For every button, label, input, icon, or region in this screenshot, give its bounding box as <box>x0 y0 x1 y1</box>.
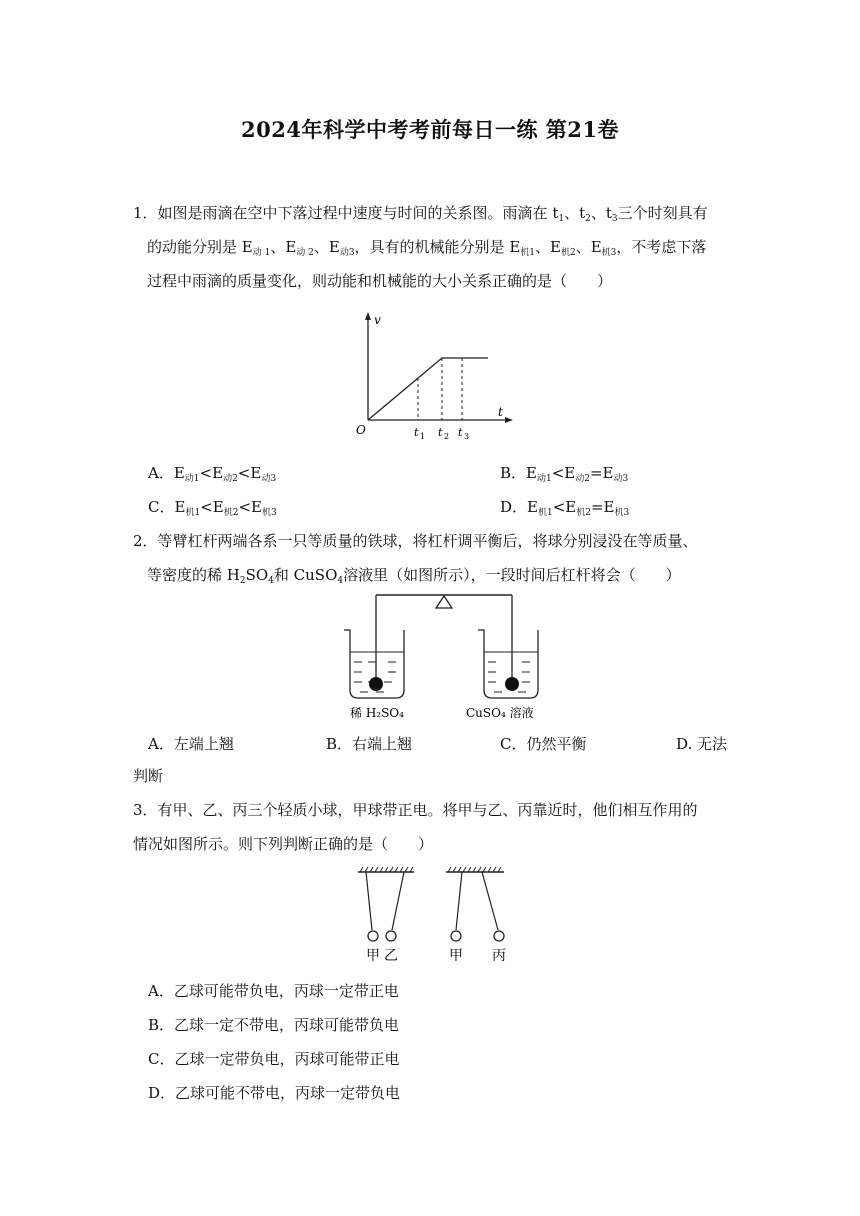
q3-line1: 3．有甲、乙、丙三个轻质小球，甲球带正电。将甲与乙、丙靠近时，他们相互作用的 <box>133 801 698 819</box>
velocity-time-graph <box>350 308 520 444</box>
origin-label: O <box>356 423 366 437</box>
lever-beakers-diagram <box>338 590 560 722</box>
right-beaker-label: CuSO₄ 溶液 <box>466 706 534 720</box>
svg-text:1: 1 <box>420 432 426 441</box>
svg-text:t: t <box>458 426 463 439</box>
svg-text:t: t <box>438 426 443 439</box>
ball-label-bing: 丙 <box>492 948 506 964</box>
charged-balls-diagram <box>354 866 514 966</box>
q1-line3: 过程中雨滴的质量变化，则动能和机械能的大小关系正确的是（ ） <box>147 272 613 290</box>
q2-option-d-wrap: 判断 <box>133 767 164 785</box>
q1-option-d[interactable]: D．$E_{机1}<E_{机2}=E_{机3}$ <box>500 498 630 518</box>
q2-line2: 等密度的稀 $H_2SO_4$和 CuSO$_4$溶液里（如图所示），一段时间后杠杆将会（ ） <box>147 566 681 586</box>
page-title: 2024年科学中考考前每日一练 第21卷 <box>241 117 619 142</box>
q1-line2: 的动能分别是 $E_{动 1}$、$E_{动 2}$、$E_{动3}$，具有的机械能分别是 $E_{机1}$、$E_{机2}$、$E_{机3}$，不考虑下落 <box>147 238 707 258</box>
q3-option-a[interactable]: A．乙球可能带负电，丙球一定带正电 <box>148 982 399 1000</box>
fulcrum-icon <box>436 596 452 608</box>
q3-option-c[interactable]: C．乙球一定带负电，丙球可能带正电 <box>148 1050 400 1068</box>
q3-option-d[interactable]: D．乙球可能不带电，丙球一定带负电 <box>148 1084 401 1102</box>
ball-label-jia-2: 甲 <box>449 948 463 964</box>
ball-label-jia-1: 甲 <box>366 948 380 964</box>
q1-line1: 1．如图是雨滴在空中下落过程中速度与时间的关系图。雨滴在 $t_1$、$t_2$、$t_3$三个时刻具有 <box>133 204 708 224</box>
left-beaker-label: 稀 H₂SO₄ <box>350 706 404 720</box>
left-iron-ball <box>369 677 383 691</box>
svg-text:t: t <box>414 426 419 439</box>
q3-line2: 情况如图所示。则下列判断正确的是（ ） <box>133 835 434 853</box>
v-axis-label: v <box>374 313 381 327</box>
right-iron-ball <box>505 677 519 691</box>
q2-option-c[interactable]: C．仍然平衡 <box>500 735 587 753</box>
svg-text:2: 2 <box>444 432 450 441</box>
q2-option-b[interactable]: B．右端上翘 <box>326 735 413 753</box>
q1-option-b[interactable]: B．$E_{动1}<E_{动2}=E_{动3}$ <box>500 464 629 484</box>
q2-line1: 2．等臂杠杆两端各系一只等质量的铁球，将杠杆调平衡后，将球分别浸没在等质量、 <box>133 532 698 550</box>
svg-text:3: 3 <box>464 432 470 441</box>
t-axis-label: t <box>498 405 503 419</box>
q1-option-c[interactable]: C．$E_{机1}<E_{机2}<E_{机3}$ <box>148 498 277 518</box>
q2-option-d[interactable]: D. 无法 <box>676 735 728 753</box>
ball-label-yi: 乙 <box>384 948 398 964</box>
q3-option-b[interactable]: B．乙球一定不带电，丙球可能带负电 <box>148 1016 400 1034</box>
q1-option-a[interactable]: A．$E_{动1}<E_{动2}<E_{动3}$ <box>148 464 277 484</box>
q2-option-a[interactable]: A．左端上翘 <box>148 735 234 753</box>
